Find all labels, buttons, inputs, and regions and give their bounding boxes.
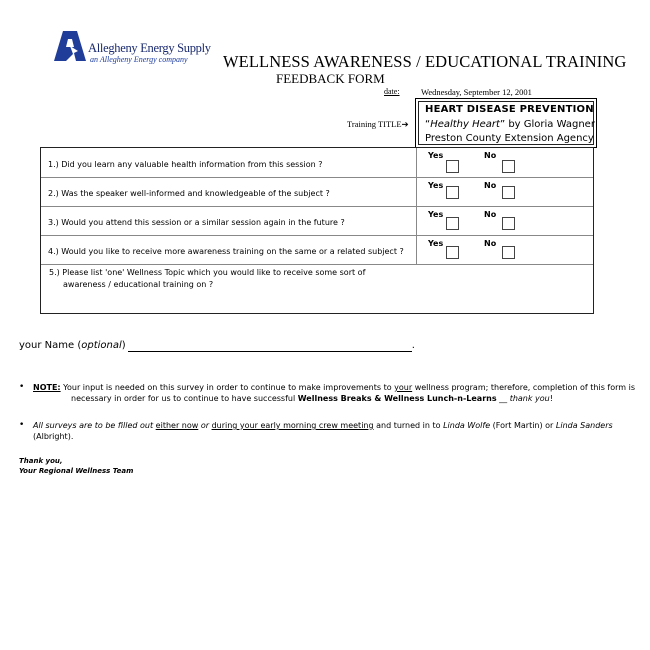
- note-text: __: [496, 394, 510, 403]
- note-2-line-2: (Albright).: [33, 432, 74, 441]
- no-label: No: [484, 181, 497, 190]
- note-text-italic: Linda Sanders: [555, 421, 613, 430]
- note-text-underlined: your: [394, 383, 413, 392]
- training-speaker: [425, 118, 593, 133]
- page-title: WELLNESS AWARENESS / EDUCATIONAL TRAINING: [223, 52, 627, 71]
- note-text-bold: Wellness Breaks & Wellness Lunch-n-Learns: [297, 394, 497, 403]
- yes-label: Yes: [428, 181, 444, 190]
- note-text: !: [549, 394, 553, 403]
- question-text: 4.) Would you like to receive more awareness training on the same or a related subject ?: [48, 247, 404, 256]
- logo-company-subtitle: an Allegheny Energy company: [90, 55, 188, 64]
- note-1-line-1: [33, 382, 635, 393]
- arrow-right-icon: ➔: [401, 119, 409, 129]
- name-label-suffix: ): [121, 340, 126, 351]
- note-text: necessary in order for us to continue to have successful: [71, 394, 298, 403]
- bullet-icon: •: [19, 420, 25, 430]
- signoff: [19, 456, 133, 476]
- quote-open: “: [425, 118, 431, 130]
- note-text: Your input is needed on this survey in order to continue to make improvements to: [60, 383, 395, 392]
- training-title-text: Training TITLE: [347, 119, 402, 129]
- note-text-italic: Linda Wolfe: [443, 421, 491, 430]
- question-5-line-1: 5.) Please list 'one' Wellness Topic which you would like to receive some sort of: [49, 268, 366, 277]
- yes-no-group: [428, 181, 528, 205]
- yes-no-group: [428, 239, 528, 263]
- yes-checkbox[interactable]: [446, 217, 459, 230]
- column-divider: [416, 207, 417, 235]
- note-text: All surveys are to be filled out: [33, 421, 156, 430]
- page-subtitle: FEEDBACK FORM: [276, 71, 385, 86]
- question-row-4: [41, 236, 593, 265]
- note-2-line-1: [33, 420, 613, 431]
- yes-label: Yes: [428, 151, 444, 160]
- question-row-1: [41, 148, 593, 178]
- column-divider: [416, 148, 417, 177]
- yes-checkbox[interactable]: [446, 186, 459, 199]
- question-row-3: [41, 207, 593, 236]
- note-text-italic: thank you: [509, 394, 550, 403]
- name-label-prefix: your Name (: [19, 340, 82, 351]
- bullet-icon: •: [19, 382, 25, 392]
- training-title-label: [347, 119, 409, 130]
- yes-no-group: [428, 151, 528, 175]
- yes-no-group: [428, 210, 528, 234]
- note-text-underlined: during your early morning crew meeting: [211, 421, 374, 430]
- question-text: 3.) Would you attend this session or a similar session again in the future ?: [48, 218, 345, 227]
- column-divider: [416, 236, 417, 264]
- quote-close: ”: [499, 118, 506, 130]
- no-checkbox[interactable]: [502, 160, 515, 173]
- training-session-name: Healthy Heart: [430, 118, 500, 130]
- note-text: wellness program; therefore, completion of this form is: [412, 383, 636, 392]
- yes-label: Yes: [428, 239, 444, 248]
- note-text: or: [198, 421, 212, 430]
- yes-label: Yes: [428, 210, 444, 219]
- date-value: Wednesday, September 12, 2001: [421, 87, 532, 97]
- no-label: No: [484, 239, 497, 248]
- training-title-box-inner: [418, 101, 594, 145]
- date-label: date:: [384, 87, 400, 96]
- training-organization: Preston County Extension Agency: [425, 133, 594, 144]
- question-text: 2.) Was the speaker well-informed and knowledgeable of the subject ?: [48, 189, 330, 198]
- note-label: NOTE:: [33, 383, 61, 392]
- question-5-line-2: awareness / educational training on ?: [63, 280, 214, 289]
- signoff-line-2: Your Regional Wellness Team: [19, 467, 134, 475]
- name-field: [19, 340, 415, 352]
- question-text: 1.) Did you learn any valuable health information from this session ?: [48, 160, 323, 169]
- no-label: No: [484, 210, 497, 219]
- note-text: and turned in to: [373, 421, 444, 430]
- name-line-end: .: [411, 340, 415, 351]
- no-checkbox[interactable]: [502, 217, 515, 230]
- yes-checkbox[interactable]: [446, 160, 459, 173]
- name-label-optional: optional: [81, 340, 122, 351]
- allegheny-a-logo-icon: [54, 31, 86, 61]
- training-topic: HEART DISEASE PREVENTION: [425, 104, 594, 115]
- company-logo: [54, 31, 214, 67]
- question-5[interactable]: [49, 267, 365, 291]
- signoff-line-1: Thank you,: [19, 457, 63, 465]
- no-label: No: [484, 151, 497, 160]
- training-title-box: [415, 98, 597, 148]
- note-text: (Fort Martin) or: [490, 421, 556, 430]
- note-1-line-2: [71, 393, 553, 404]
- name-input-line[interactable]: [128, 340, 412, 352]
- note-text-underlined: either now: [155, 421, 199, 430]
- logo-company-name: Allegheny Energy Supply: [88, 41, 211, 55]
- no-checkbox[interactable]: [502, 246, 515, 259]
- question-row-2: [41, 178, 593, 207]
- yes-checkbox[interactable]: [446, 246, 459, 259]
- column-divider: [416, 178, 417, 206]
- feedback-questions-table: [40, 147, 594, 314]
- speaker-name: by Gloria Wagner: [505, 118, 595, 130]
- no-checkbox[interactable]: [502, 186, 515, 199]
